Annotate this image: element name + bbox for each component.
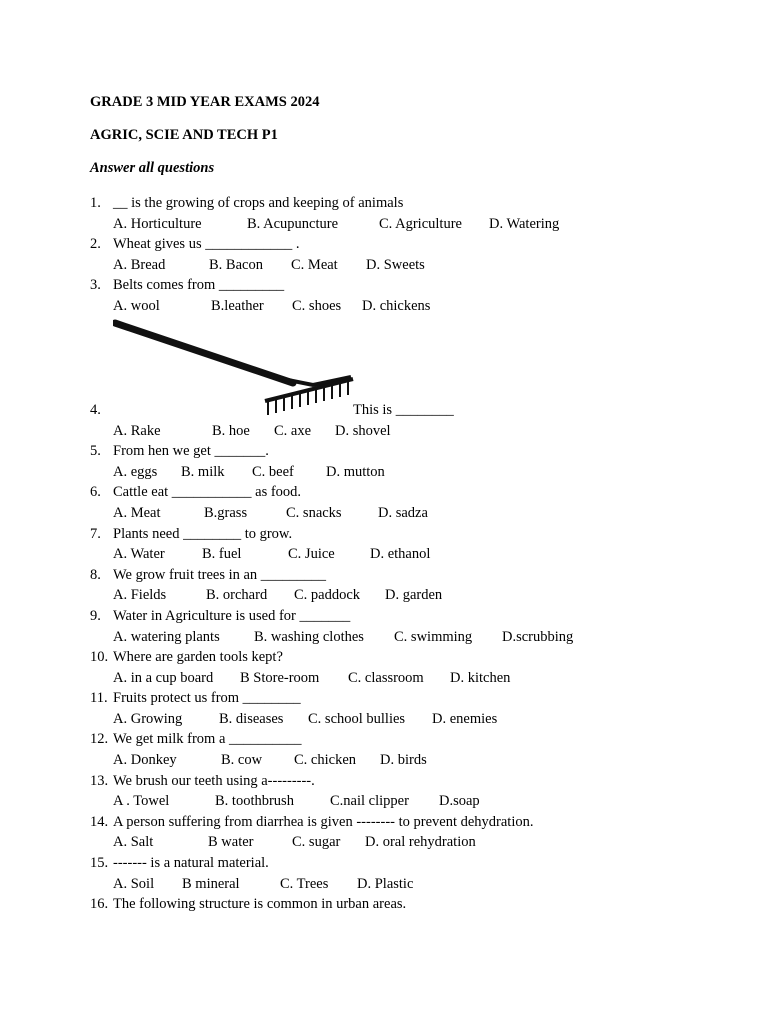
- option-c: C. Meat: [291, 256, 338, 273]
- question-text: We brush our teeth using a---------.: [113, 772, 315, 789]
- option-a: A . Towel: [113, 793, 170, 810]
- option-b: B Store-room: [240, 669, 320, 686]
- question-text: From hen we get _______.: [113, 443, 269, 460]
- question-text: This is ________: [353, 401, 454, 418]
- option-d: D. ethanol: [370, 546, 431, 563]
- subject-title: AGRIC, SCIE AND TECH P1: [90, 127, 278, 143]
- option-c: C. sugar: [292, 834, 341, 851]
- options-3: [90, 296, 730, 317]
- question-text: Wheat gives us ____________ .: [113, 236, 300, 253]
- option-c: C. Juice: [288, 546, 335, 563]
- options-9: [90, 627, 730, 648]
- option-d: D. oral rehydration: [365, 834, 476, 851]
- question-16: 16. The following structure is common in urban areas.: [90, 896, 407, 913]
- option-c: C. Agriculture: [379, 215, 462, 232]
- options-4: [90, 421, 730, 442]
- option-b: B.leather: [211, 297, 264, 314]
- options-11: [90, 709, 730, 730]
- option-a: A. in a cup board: [113, 669, 214, 686]
- option-c: C. snacks: [286, 504, 342, 521]
- question-text: We get milk from a __________: [113, 731, 302, 748]
- option-d: D. chickens: [362, 297, 431, 314]
- options-12: [90, 750, 730, 771]
- question-2: 2. Wheat gives us ____________ .: [90, 236, 300, 253]
- option-d: D. kitchen: [450, 669, 511, 686]
- question-text: We grow fruit trees in an _________: [113, 566, 327, 583]
- option-a: A. Donkey: [113, 752, 177, 769]
- question-text: ------- is a natural material.: [113, 855, 269, 872]
- question-14: 14. A person suffering from diarrhea is given -------- to prevent dehydration.: [90, 813, 534, 830]
- options-15: [90, 874, 730, 895]
- option-c: C. axe: [274, 422, 312, 439]
- option-a: A. Bread: [113, 256, 166, 273]
- option-d: D. sadza: [378, 504, 428, 521]
- question-10: 10. Where are garden tools kept?: [90, 649, 283, 666]
- option-a: A. Meat: [113, 504, 161, 521]
- option-b: B. Bacon: [209, 256, 263, 273]
- option-c: C.nail clipper: [330, 793, 409, 810]
- option-a: A. Soil: [113, 875, 155, 892]
- option-a: A. Growing: [113, 710, 183, 727]
- option-a: A. wool: [113, 297, 160, 314]
- option-d: D. Plastic: [357, 875, 414, 892]
- question-8: 8. We grow fruit trees in an _________: [90, 566, 327, 583]
- option-c: C. paddock: [294, 587, 361, 604]
- options-14: [90, 832, 730, 853]
- options-5: [90, 462, 730, 483]
- option-b: B water: [208, 834, 254, 851]
- options-1: [90, 214, 730, 235]
- question-text: Plants need ________ to grow.: [113, 525, 293, 542]
- option-b: B. toothbrush: [215, 793, 294, 810]
- option-b: B.grass: [204, 504, 248, 521]
- question-1: 1. __ is the growing of crops and keeping of animals: [90, 195, 404, 211]
- option-d: D. Watering: [489, 215, 560, 232]
- option-c: C. Trees: [280, 875, 329, 892]
- option-d: D.scrubbing: [502, 628, 574, 645]
- option-b: B. milk: [181, 463, 225, 480]
- question-list: [90, 193, 730, 915]
- question-text: The following structure is common in urban areas.: [113, 896, 407, 913]
- option-a: A. eggs: [113, 463, 158, 480]
- option-b: B. fuel: [202, 546, 242, 563]
- option-d: D. birds: [380, 752, 427, 769]
- option-d: D.soap: [439, 793, 480, 810]
- instructions: Answer all questions: [90, 160, 215, 176]
- options-13: [90, 791, 730, 812]
- options-7: [90, 544, 730, 565]
- question-12: 12. We get milk from a __________: [90, 731, 302, 748]
- question-9: 9. Water in Agriculture is used for _______: [90, 607, 351, 624]
- question-text: __ is the growing of crops and keeping of animals: [113, 195, 404, 211]
- exam-title: GRADE 3 MID YEAR EXAMS 2024: [90, 94, 320, 110]
- option-c: C. shoes: [292, 297, 342, 314]
- question-4: 4. This is ________: [90, 317, 730, 421]
- question-text: Fruits protect us from ________: [113, 690, 301, 707]
- question-7: 7. Plants need ________ to grow.: [90, 525, 293, 542]
- option-c: C. beef: [252, 463, 294, 480]
- question-text: Where are garden tools kept?: [113, 649, 283, 666]
- option-a: A. watering plants: [113, 628, 220, 645]
- question-text: A person suffering from diarrhea is given -------- to prevent dehydration.: [113, 813, 534, 830]
- options-6: [90, 503, 730, 524]
- options-10: [90, 668, 730, 689]
- question-text: Water in Agriculture is used for _______: [113, 607, 351, 624]
- question-text: Belts comes from _________: [113, 277, 285, 294]
- question-15: 15. ------- is a natural material.: [90, 855, 269, 872]
- option-d: D. garden: [385, 587, 443, 604]
- option-b: B. orchard: [206, 587, 268, 604]
- question-13: 13. We brush our teeth using a---------.: [90, 772, 315, 789]
- options-8: [90, 585, 730, 606]
- question-5: 5. From hen we get _______.: [90, 443, 269, 460]
- option-a: A. Rake: [113, 422, 161, 439]
- option-c: C. chicken: [294, 752, 357, 769]
- option-b: B. washing clothes: [254, 628, 364, 645]
- question-3: 3. Belts comes from _________: [90, 277, 285, 294]
- option-d: D. mutton: [326, 463, 385, 480]
- options-2: [90, 255, 730, 276]
- option-a: A. Fields: [113, 587, 167, 604]
- option-c: C. school bullies: [308, 710, 406, 727]
- option-d: D. Sweets: [366, 256, 425, 273]
- question-6: 6. Cattle eat ___________ as food.: [90, 484, 302, 501]
- option-b: B. hoe: [212, 422, 250, 439]
- question-text: Cattle eat ___________ as food.: [113, 484, 302, 501]
- option-a: A. Water: [113, 546, 165, 563]
- option-b: B. diseases: [219, 710, 284, 727]
- option-d: D. shovel: [335, 422, 391, 439]
- rake-image: [113, 317, 358, 417]
- question-11: 11. Fruits protect us from ________: [90, 690, 301, 707]
- option-a: A. Salt: [113, 834, 154, 851]
- option-c: C. swimming: [394, 628, 473, 645]
- option-b: B mineral: [182, 875, 240, 892]
- option-d: D. enemies: [432, 710, 498, 727]
- option-a: A. Horticulture: [113, 215, 202, 232]
- option-b: B. cow: [221, 752, 263, 769]
- option-c: C. classroom: [348, 669, 424, 686]
- option-b: B. Acupuncture: [247, 215, 339, 232]
